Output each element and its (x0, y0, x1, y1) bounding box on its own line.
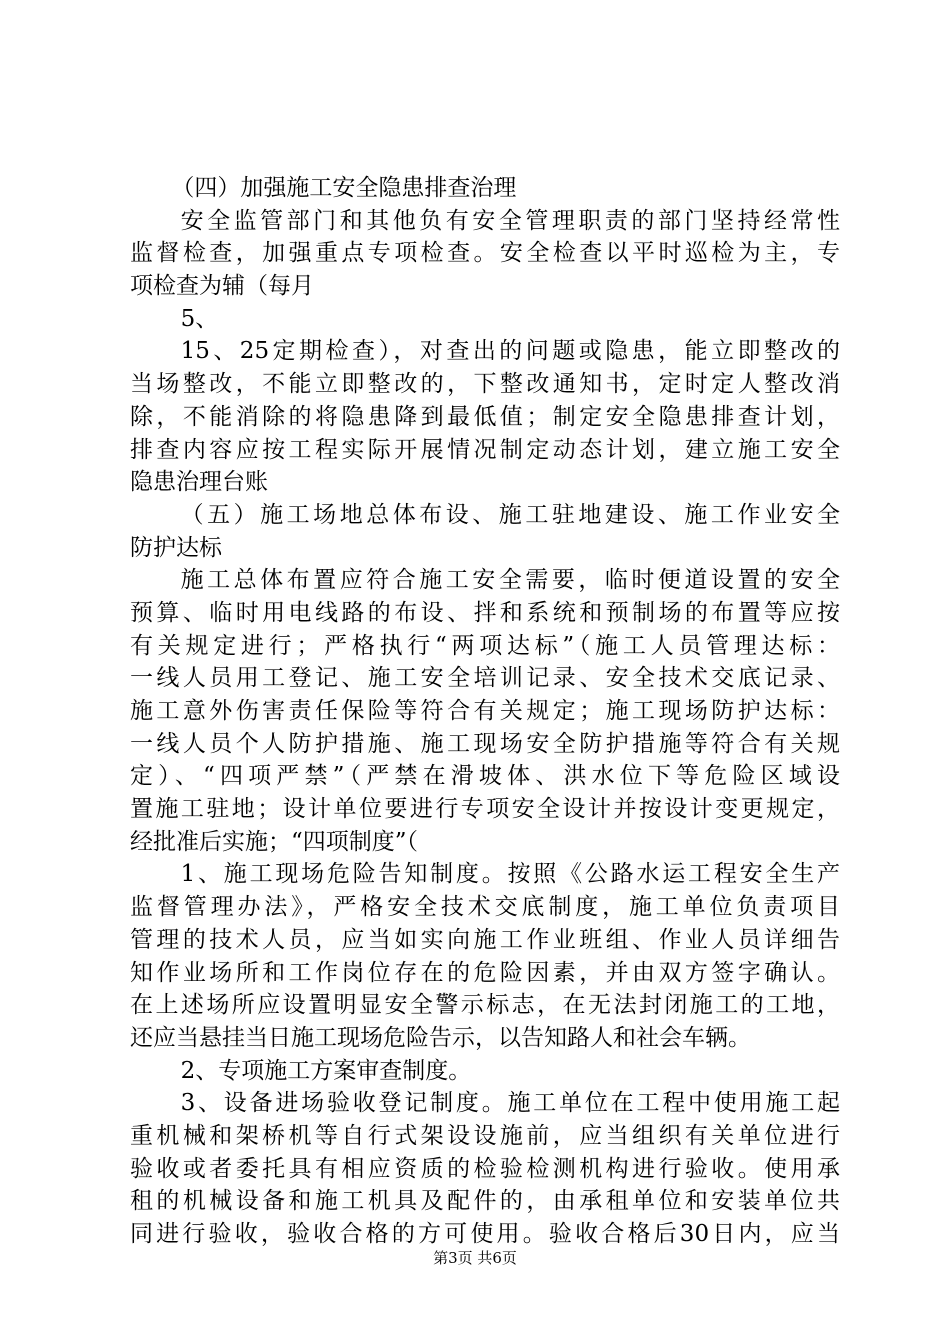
text-line: 在上述场所应设置明显安全警示标志，在无法封闭施工的工地， (130, 992, 840, 1019)
text-line: 还应当悬挂当日施工现场危险告示，以告知路人和社会车辆。 (130, 1024, 751, 1051)
text-line: 知作业场所和工作岗位存在的危险因素，并由双方签字确认。 (130, 959, 840, 986)
text-line: （四）加强施工安全隐患排查治理 (171, 175, 517, 201)
page-footer: 第3页 共6页 (433, 1249, 517, 1267)
text-line: 除，不能消除的将隐患降到最低值；制定安全隐患排查计划， (130, 403, 840, 430)
text-line: 项检查为辅（每月 (130, 273, 314, 300)
document-body (130, 172, 840, 1251)
text-line: 监督管理办法》，严格安全技术交底制度，施工单位负责项目 (130, 894, 840, 921)
text-line: 同进行验收，验收合格的方可使用。验收合格后30日内，应当 (130, 1221, 840, 1247)
text-line: 预算、临时用电线路的布设、拌和系统和预制场的布置等应按 (130, 599, 840, 626)
text-line: 监督检查，加强重点专项检查。安全检查以平时巡检为主，专 (130, 240, 840, 267)
text-line: 一线人员个人防护措施、施工现场安全防护措施等符合有关规 (130, 730, 840, 757)
text-line: 1、施工现场危险告知制度。按照《公路水运工程安全生产 (180, 861, 840, 888)
text-line: 2、专项施工方案审查制度。 (180, 1057, 472, 1084)
text-line: 5、 (180, 305, 219, 332)
text-line: 施工总体布置应符合施工安全需要，临时便道设置的安全 (180, 567, 840, 594)
text-line: 定）、“四项严禁”（严禁在滑坡体、洪水位下等危险区域设 (130, 763, 840, 790)
text-line: 安全监管部门和其他负有安全管理职责的部门坚持经常性 (180, 207, 840, 234)
text-line: 3、设备进场验收登记制度。施工单位在工程中使用施工起 (180, 1090, 840, 1117)
text-line: 租的机械设备和施工机具及配件的，由承租单位和安装单位共 (130, 1188, 840, 1215)
text-line: 置施工驻地；设计单位要进行专项安全设计并按设计变更规定， (130, 796, 840, 823)
text-line: 有关规定进行；严格执行“两项达标”（施工人员管理达标： (130, 632, 840, 659)
text-line: 排查内容应按工程实际开展情况制定动态计划，建立施工安全 (130, 436, 840, 463)
text-line: 一线人员用工登记、施工安全培训记录、安全技术交底记录、 (130, 665, 840, 692)
text-line: 经批准后实施；“四项制度”（ (130, 828, 419, 855)
text-line: 施工意外伤害责任保险等符合有关规定；施工现场防护达标： (130, 698, 840, 724)
text-line: 隐患治理台账 (130, 469, 268, 496)
text-line: 15、25定期检查），对查出的问题或隐患，能立即整改的 (180, 338, 840, 365)
text-line: 当场整改，不能立即整改的，下整改通知书，定时定人整改消 (130, 371, 840, 398)
text-line: 验收或者委托具有相应资质的检验检测机构进行验收。使用承 (130, 1155, 840, 1182)
text-line: 重机械和架桥机等自行式架设设施前，应当组织有关单位进行 (130, 1122, 840, 1149)
text-line: 管理的技术人员，应当如实向施工作业班组、作业人员详细告 (130, 926, 840, 953)
text-line: （五）施工场地总体布设、施工驻地建设、施工作业安全 (180, 501, 840, 528)
text-line: 防护达标 (130, 534, 222, 561)
